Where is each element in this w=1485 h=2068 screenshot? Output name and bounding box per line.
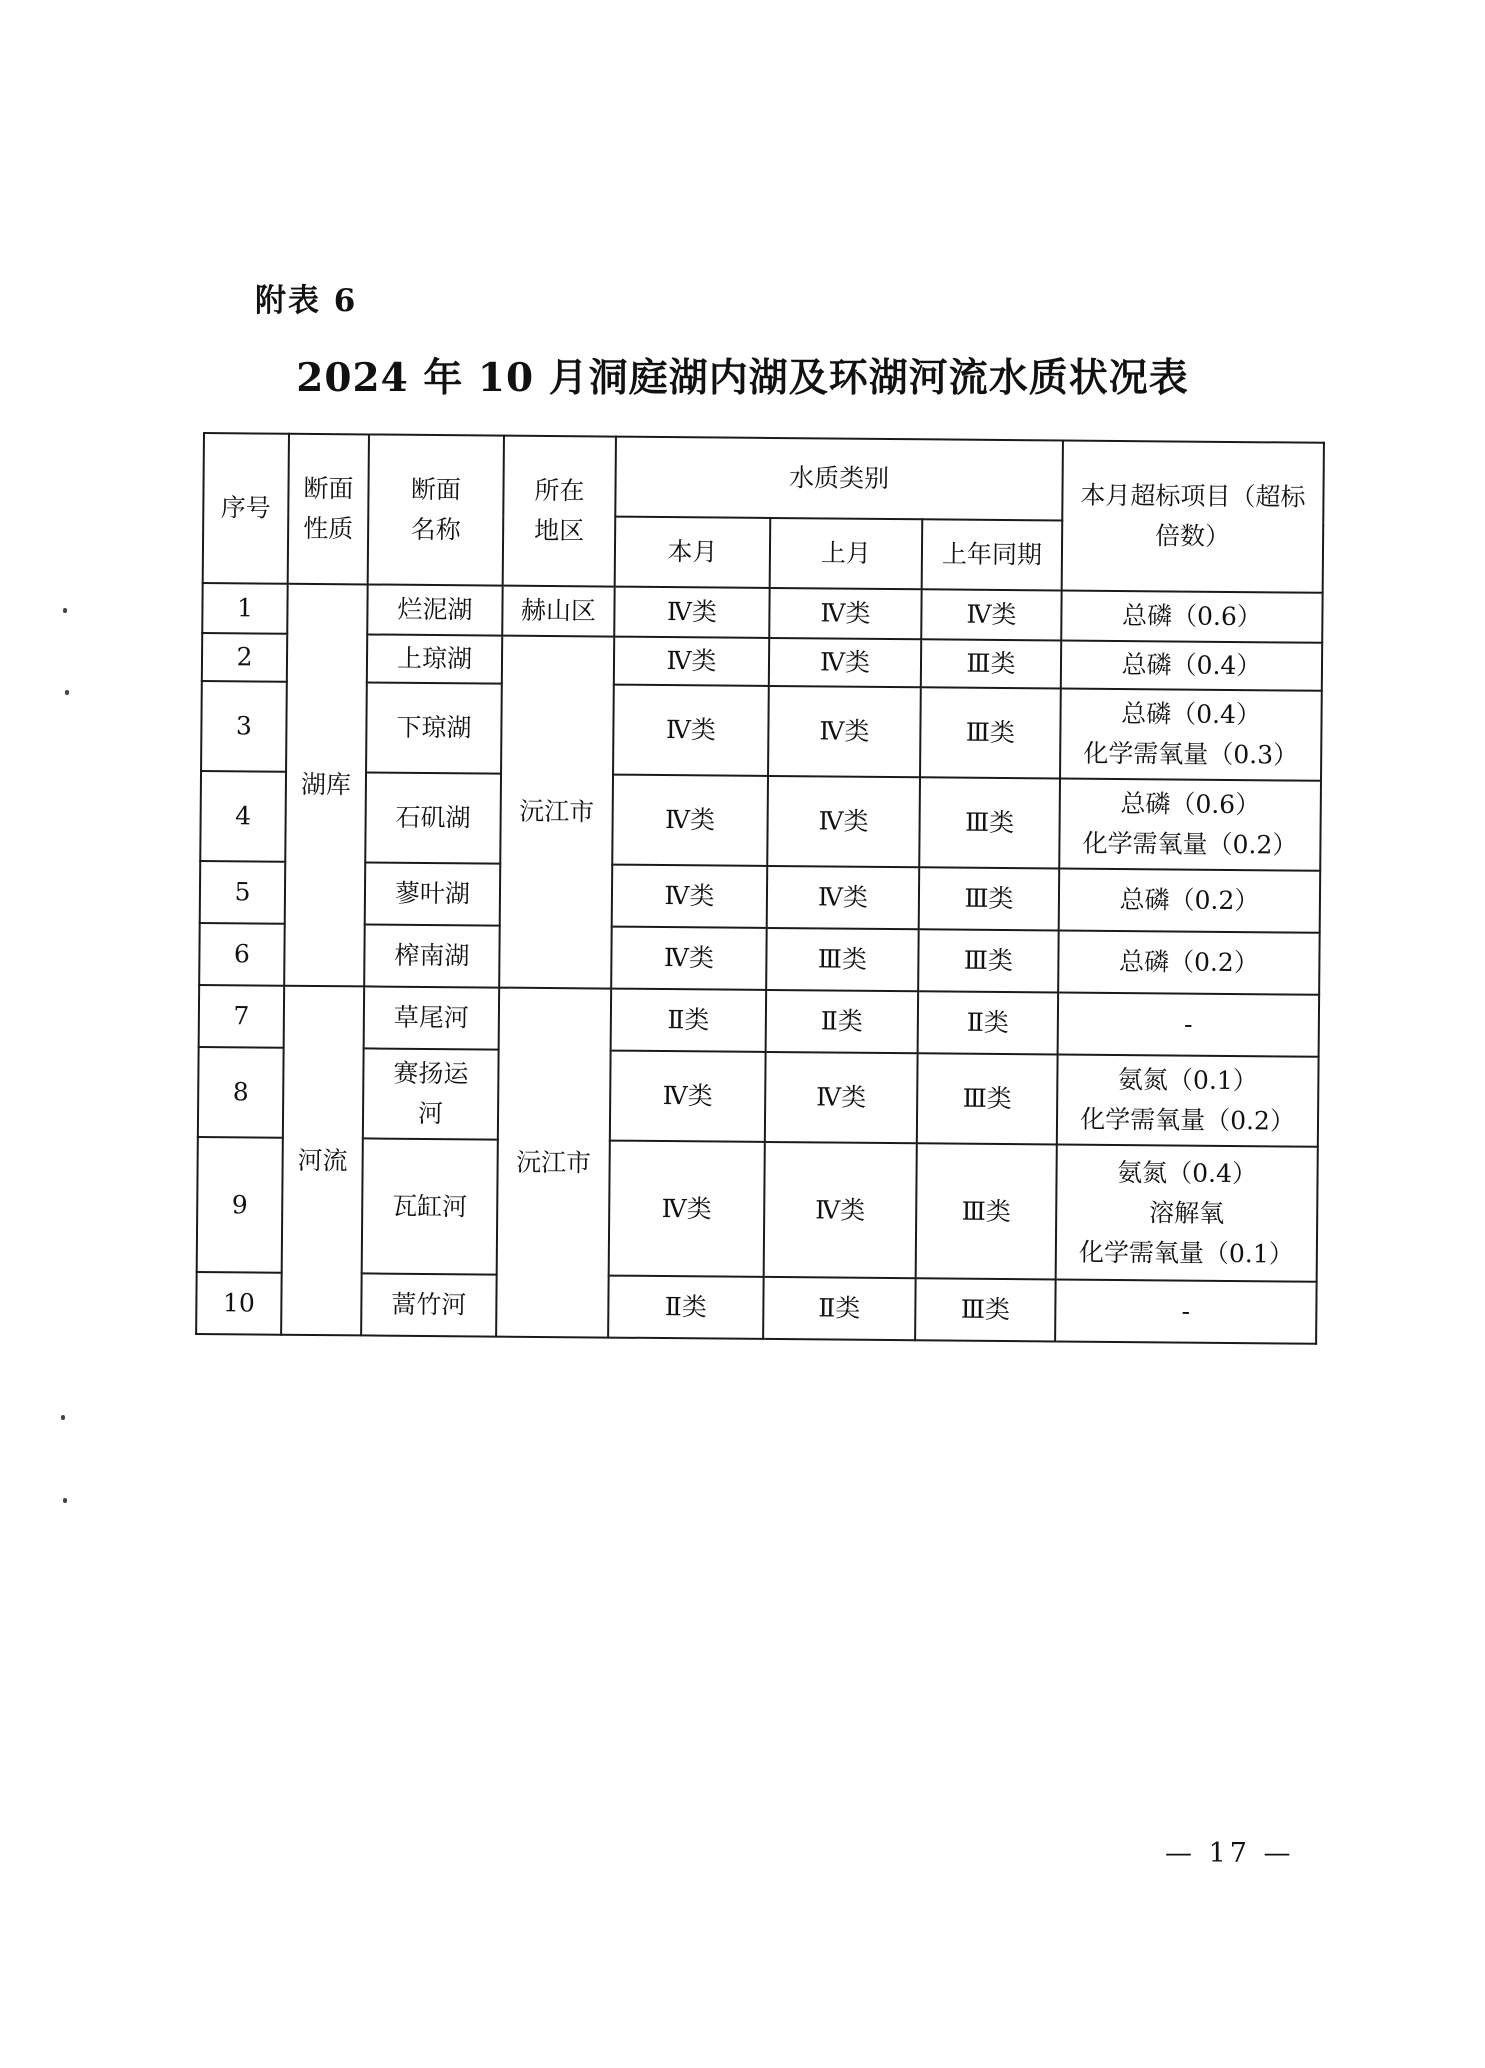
exceed-items [1059, 778, 1321, 870]
table-row [197, 1137, 1318, 1282]
exceed-items [1059, 868, 1321, 932]
table-row [201, 681, 1322, 781]
scan-speck [61, 1415, 65, 1420]
section-name: 烂泥湖 [367, 584, 502, 635]
row-index: 6 [199, 923, 285, 986]
section-name: 蒿竹河 [361, 1273, 497, 1336]
section-name-line: 赛扬运 [393, 1058, 469, 1089]
exceed-items [1057, 1054, 1319, 1146]
quality-this-month: Ⅳ类 [610, 1051, 766, 1142]
row-index: 1 [202, 583, 287, 634]
group-river: 河流 [281, 986, 364, 1336]
row-index: 10 [196, 1272, 282, 1335]
quality-last-year: Ⅲ类 [915, 1278, 1056, 1341]
table-row [199, 923, 1319, 995]
header-row-top [203, 433, 1324, 523]
quality-last-year: Ⅲ类 [917, 1053, 1058, 1144]
header-exceed [1062, 441, 1324, 593]
region-cell: 赫山区 [502, 586, 614, 637]
row-index: 5 [200, 861, 286, 924]
row-index: 4 [200, 771, 286, 862]
exceed-line: 总磷（0.2） [1118, 947, 1259, 978]
page-title: 2024 年 10 月洞庭湖内湖及环湖河流水质状况表 [296, 355, 1189, 401]
header-nature-line: 性质 [303, 513, 354, 544]
header-exceed-line: 本月超标项目（超标 [1080, 480, 1306, 512]
page-number: — 17 — [1165, 1838, 1295, 1869]
exceed-items [1058, 930, 1320, 994]
quality-last-month: Ⅱ类 [766, 990, 919, 1053]
scan-speck [63, 1498, 67, 1503]
exceed-line: 总磷（0.4） [1121, 650, 1262, 681]
row-index: 8 [198, 1047, 284, 1138]
table-row [199, 985, 1319, 1057]
exceed-line: 总磷（0.4） [1121, 699, 1262, 730]
quality-this-month: Ⅳ类 [609, 1141, 765, 1277]
row-index: 2 [202, 633, 287, 682]
exceed-line: 化学需氧量（0.1） [1078, 1237, 1294, 1269]
quality-last-month: Ⅳ类 [768, 686, 921, 777]
section-name-line: 河 [417, 1098, 444, 1129]
quality-this-month: Ⅳ类 [612, 775, 768, 866]
quality-last-year: Ⅲ类 [916, 1143, 1057, 1279]
exceed-line: 氨氮（0.1） [1117, 1065, 1258, 1096]
section-name: 瓦缸河 [362, 1138, 498, 1274]
exceed-line: - [1184, 1009, 1193, 1039]
header-region [503, 436, 616, 587]
exceed-line: 化学需氧量（0.3） [1083, 738, 1299, 770]
quality-last-year: Ⅲ类 [919, 867, 1060, 930]
quality-last-month: Ⅱ类 [763, 1277, 916, 1340]
region-cell: 沅江市 [499, 636, 614, 989]
header-name [368, 434, 504, 585]
header-nature-line: 断面 [303, 473, 354, 504]
exceed-line: 总磷（0.2） [1119, 885, 1260, 916]
exceed-items [1061, 640, 1322, 690]
section-name: 榨南湖 [364, 924, 500, 987]
quality-last-month: Ⅳ类 [767, 866, 920, 929]
exceed-line: 氨氮（0.4） [1117, 1157, 1258, 1188]
quality-this-month: Ⅳ类 [614, 637, 769, 686]
exceed-line: 化学需氧量（0.2） [1080, 1104, 1296, 1136]
region-cell: 沅江市 [496, 988, 611, 1338]
quality-this-month: Ⅱ类 [611, 989, 767, 1052]
quality-last-year: Ⅱ类 [918, 991, 1059, 1054]
row-index: 7 [199, 985, 285, 1048]
header-name-line: 名称 [410, 514, 461, 545]
scan-speck [63, 608, 67, 613]
section-name: 蓼叶湖 [365, 862, 501, 925]
header-region-line: 所在 [534, 475, 585, 506]
quality-this-month: Ⅳ类 [613, 685, 769, 776]
quality-this-month: Ⅳ类 [614, 587, 769, 638]
header-last-year: 上年同期 [922, 519, 1063, 590]
table-row [198, 1047, 1319, 1147]
quality-last-month: Ⅳ类 [767, 776, 920, 867]
table-row [196, 1272, 1316, 1344]
section-name [363, 1048, 499, 1139]
exceed-line: 化学需氧量（0.2） [1082, 828, 1298, 860]
header-quality-group: 水质类别 [615, 437, 1063, 521]
header-name-line: 断面 [410, 474, 462, 505]
exceed-items [1055, 1279, 1317, 1343]
quality-last-year: Ⅲ类 [919, 777, 1060, 868]
water-quality-table [195, 432, 1325, 1345]
header-exceed-line: 倍数） [1154, 521, 1231, 551]
row-index: 3 [201, 681, 287, 772]
quality-this-month: Ⅳ类 [612, 865, 768, 928]
table-row [200, 861, 1320, 933]
exceed-line: 总磷（0.6） [1120, 789, 1261, 820]
exceed-items [1061, 590, 1322, 642]
section-name: 下琼湖 [366, 682, 502, 773]
section-name: 石矶湖 [365, 772, 501, 863]
quality-last-month: Ⅲ类 [766, 928, 919, 991]
header-last-month: 上月 [770, 518, 923, 589]
quality-last-year: Ⅲ类 [920, 687, 1061, 778]
quality-last-year: Ⅳ类 [921, 589, 1061, 640]
header-index: 序号 [203, 433, 289, 584]
header-region-line: 地区 [534, 515, 585, 546]
annex-label: 附表 6 [255, 283, 358, 319]
scan-speck [65, 690, 69, 695]
quality-this-month: Ⅳ类 [611, 927, 767, 990]
exceed-line: 溶解氧 [1149, 1197, 1225, 1228]
quality-last-year: Ⅲ类 [918, 929, 1059, 992]
section-name: 草尾河 [364, 986, 500, 1049]
exceed-line: - [1181, 1296, 1191, 1326]
table-row [200, 771, 1321, 871]
quality-last-month: Ⅳ类 [765, 1052, 918, 1143]
quality-last-month: Ⅳ类 [769, 638, 921, 687]
exceed-line: 总磷（0.6） [1121, 601, 1262, 632]
quality-this-month: Ⅱ类 [608, 1276, 764, 1339]
exceed-items [1056, 1144, 1318, 1281]
quality-last-year: Ⅲ类 [921, 639, 1061, 688]
exceed-items [1060, 688, 1322, 780]
exceed-items [1058, 992, 1320, 1056]
section-name: 上琼湖 [367, 634, 502, 683]
header-this-month: 本月 [615, 517, 771, 588]
header-nature [288, 434, 369, 585]
quality-last-month: Ⅳ类 [769, 588, 921, 639]
quality-last-month: Ⅳ类 [764, 1142, 917, 1278]
group-lake: 湖库 [284, 584, 368, 987]
row-index: 9 [197, 1137, 283, 1273]
